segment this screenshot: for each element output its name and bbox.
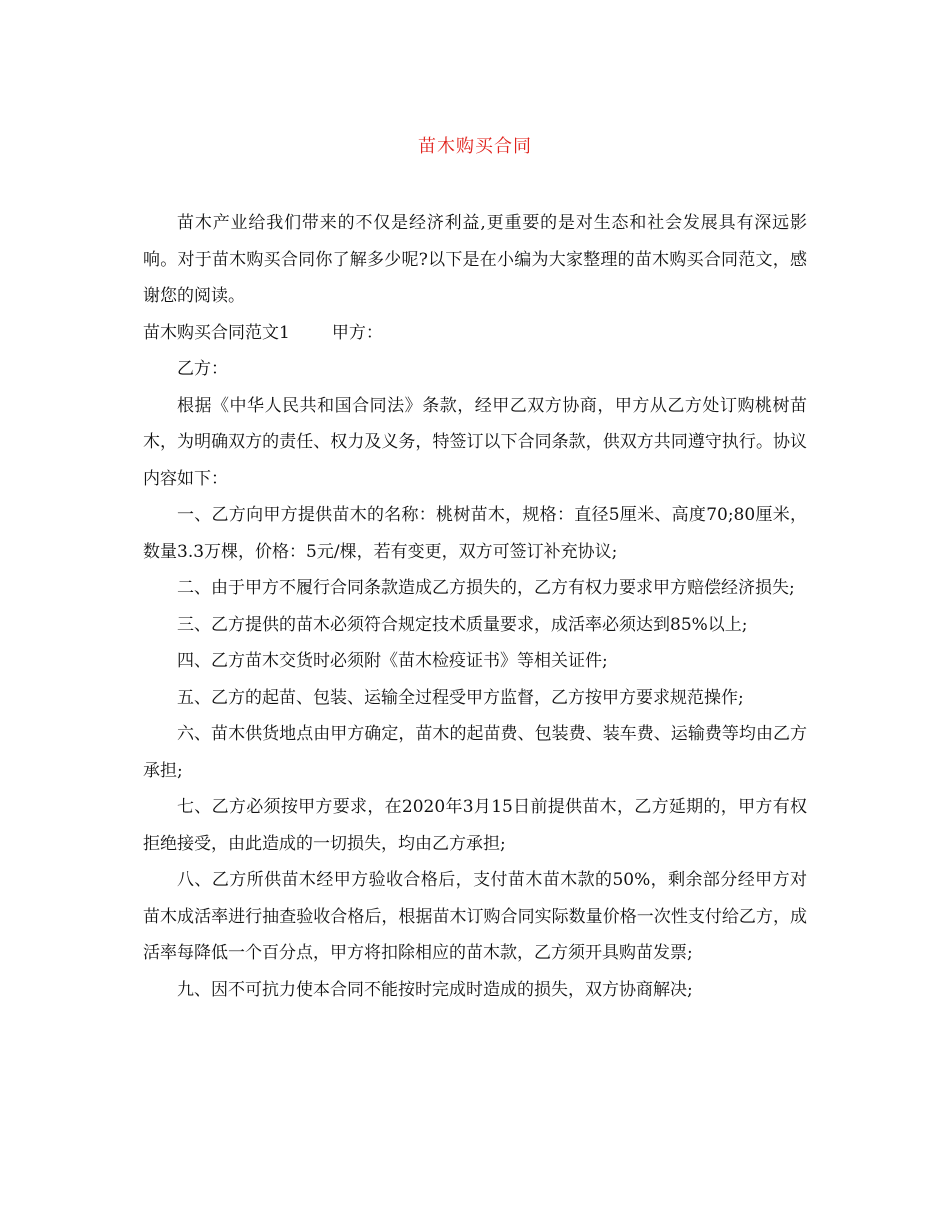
party-b-label: 乙方： bbox=[177, 359, 228, 379]
clause-9: 九、因不可抗力使本合同不能按时完成时造成的损失，双方协商解决; bbox=[177, 979, 693, 1000]
document-body bbox=[143, 205, 807, 1008]
clause-2: 二、由于甲方不履行合同条款造成乙方损失的，乙方有权力要求甲方赔偿经济损失; bbox=[177, 578, 795, 598]
clause-8: 八、乙方所供苗木经甲方验收合格后，支付苗木苗木款的50%，剩余部分经甲方对苗木成活率进行抽查验收合格后，根据苗木订购合同实际数量价格一次性支付给乙方，成活率每降低一个百分点，甲方将扣除相应的苗木款，乙方须开具购苗发票; bbox=[143, 870, 807, 963]
clause-3: 三、乙方提供的苗木必须符合规定技术质量要求，成活率必须达到85%以上; bbox=[177, 614, 748, 635]
intro-paragraph: 苗木产业给我们带来的不仅是经济利益,更重要的是对生态和社会发展具有深远影响。对于苗木购买合同你了解多少呢?以下是在小编为大家整理的苗木购买合同范文，感谢您的阅读。 bbox=[143, 213, 807, 306]
sample-heading: 苗木购买合同范文1 bbox=[143, 322, 290, 343]
preamble-paragraph: 根据《中华人民共和国合同法》条款，经甲乙双方协商，甲方从乙方处订购桃树苗木，为明确双方的责任、权力及义务，特签订以下合同条款，供双方共同遵守执行。协议内容如下： bbox=[143, 395, 807, 489]
clause-6: 六、苗木供货地点由甲方确定，苗木的起苗费、包装费、装车费、运输费等均由乙方承担; bbox=[143, 724, 807, 781]
clause-1: 一、乙方向甲方提供苗木的名称：桃树苗木，规格：直径5厘米、高度70;80厘米，数量3.3万棵，价格：5元/棵，若有变更，双方可签订补充协议; bbox=[143, 505, 807, 562]
clause-5: 五、乙方的起苗、包装、运输全过程受甲方监督，乙方按甲方要求规范操作; bbox=[177, 687, 744, 708]
document-title: 苗木购买合同 bbox=[418, 136, 532, 157]
sample-heading-line bbox=[143, 315, 807, 352]
clause-7: 七、乙方必须按甲方要求，在2020年3月15日前提供苗木，乙方延期的，甲方有权拒绝接受，由此造成的一切损失，均由乙方承担; bbox=[143, 797, 807, 854]
clause-4: 四、乙方苗木交货时必须附《苗木检疫证书》等相关证件; bbox=[177, 651, 608, 671]
party-a-label: 甲方： bbox=[331, 322, 383, 343]
